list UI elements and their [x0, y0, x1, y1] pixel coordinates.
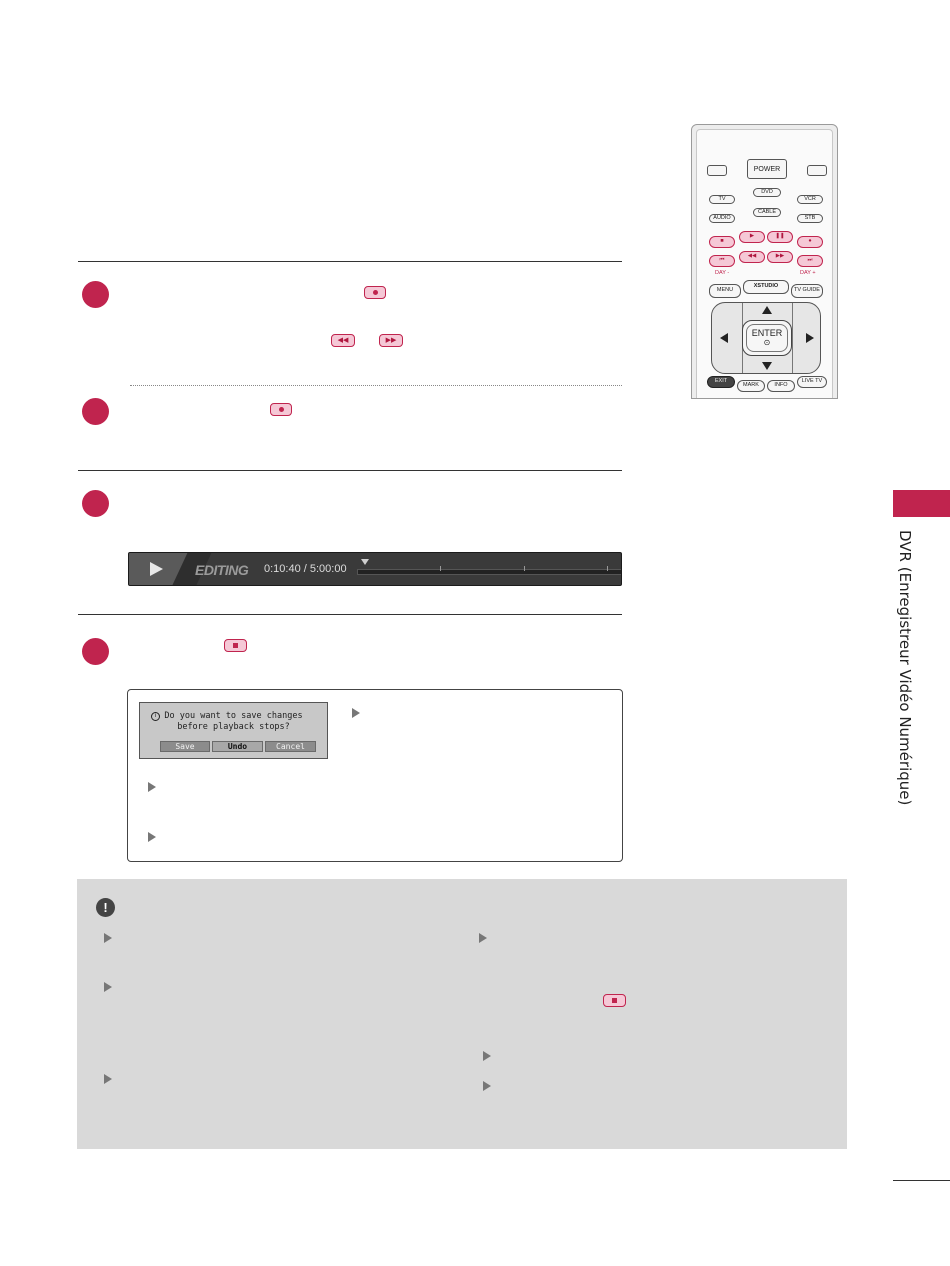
dialog-message: Do you want to save changes before playback stops?	[164, 711, 303, 732]
dvd-mode-key: DVD	[753, 188, 781, 197]
live-tv-key: LIVE TV	[797, 376, 827, 388]
skip-forward-button-icon: ⏭	[797, 255, 823, 267]
editing-label: EDITING	[195, 562, 249, 578]
enter-key: ENTER ⊙	[742, 320, 792, 356]
play-button-icon: ▶	[739, 231, 765, 243]
section-title: DVR (Enregistreur Vidéo Numérique)	[896, 530, 914, 806]
stop-button-icon: ■	[709, 236, 735, 248]
up-arrow-icon	[762, 306, 772, 314]
save-button[interactable]: Save	[160, 741, 210, 752]
page-number-rule	[893, 1180, 950, 1181]
left-arrow-icon	[720, 333, 728, 343]
divider-lower	[78, 614, 622, 615]
save-changes-dialog	[139, 702, 328, 759]
skip-back-button-icon: ⏮	[709, 255, 735, 267]
cancel-button[interactable]: Cancel	[265, 741, 316, 752]
right-arrow-icon	[806, 333, 814, 343]
timeline-track	[357, 569, 622, 575]
navigation-pad	[711, 302, 821, 374]
left-blank-key	[707, 165, 727, 176]
mark-key: MARK	[737, 380, 765, 392]
record-key-icon	[270, 403, 292, 416]
fast-forward-key-icon: ▶▶	[379, 334, 403, 347]
undo-button[interactable]: Undo	[212, 741, 263, 752]
section-tab	[893, 490, 950, 517]
pause-button-icon: ❚❚	[767, 231, 793, 243]
exit-key: EXIT	[707, 376, 735, 388]
divider-middle	[78, 470, 622, 471]
enter-dot-icon: ⊙	[763, 338, 771, 347]
bullet-arrow-icon	[483, 1081, 491, 1091]
bullet-arrow-icon	[483, 1051, 491, 1061]
down-arrow-icon	[762, 362, 772, 370]
cable-mode-key: CABLE	[753, 208, 781, 217]
editing-progress-bar	[128, 552, 622, 586]
remote-control-illustration	[691, 124, 838, 399]
divider-top	[78, 261, 622, 262]
record-button-icon: ●	[797, 236, 823, 248]
record-key-icon	[364, 286, 386, 299]
bullet-arrow-icon	[104, 933, 112, 943]
day-plus-label: DAY +	[800, 270, 816, 276]
tv-mode-key: TV	[709, 195, 735, 204]
power-key: POWER	[747, 159, 787, 179]
play-icon	[150, 562, 163, 576]
bullet-arrow-icon	[104, 982, 112, 992]
position-marker-icon	[361, 559, 369, 565]
xstudio-key: XSTUDIO	[743, 280, 789, 294]
bullet-arrow-icon	[104, 1074, 112, 1084]
vcr-mode-key: VCR	[797, 195, 823, 204]
step-3-marker	[82, 490, 109, 517]
tv-guide-key: TV GUIDE	[791, 284, 823, 298]
step-1-marker	[82, 281, 109, 308]
stop-key-icon	[224, 639, 247, 652]
step-4-marker	[82, 638, 109, 665]
caution-icon: !	[96, 898, 115, 917]
fast-forward-button-icon: ▶▶	[767, 251, 793, 263]
menu-key: MENU	[709, 284, 741, 298]
step-2-marker	[82, 398, 109, 425]
stop-key-icon	[603, 994, 626, 1007]
stb-mode-key: STB	[797, 214, 823, 223]
dotted-separator	[130, 385, 622, 386]
right-blank-key	[807, 165, 827, 176]
day-minus-label: DAY -	[715, 270, 730, 276]
bullet-arrow-icon	[352, 708, 360, 718]
bullet-arrow-icon	[148, 832, 156, 842]
time-readout: 0:10:40 / 5:00:00	[264, 563, 347, 575]
rewind-key-icon: ◀◀	[331, 334, 355, 347]
bullet-arrow-icon	[148, 782, 156, 792]
bullet-arrow-icon	[479, 933, 487, 943]
info-key: INFO	[767, 380, 795, 392]
rewind-button-icon: ◀◀	[739, 251, 765, 263]
info-icon: i	[151, 712, 160, 721]
audio-mode-key: AUDIO	[709, 214, 735, 223]
notes-panel	[77, 879, 847, 1149]
